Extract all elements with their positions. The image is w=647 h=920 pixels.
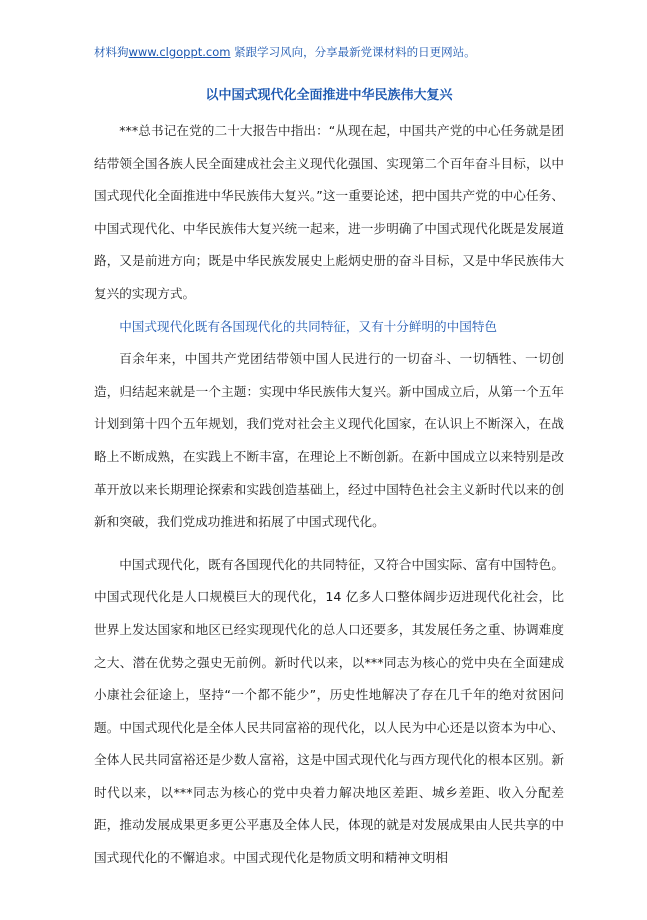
site-link[interactable]: www.clgoppt.com <box>128 45 231 59</box>
site-header <box>94 44 564 60</box>
document-title: 以中国式现代化全面推进中华民族伟大复兴 <box>205 88 453 103</box>
section-heading: 中国式现代化既有各国现代化的共同特征，又有十分鲜明的中国特色 <box>119 318 497 334</box>
header-suffix: 紧跟学习风向，分享最新党课材料的日更网站。 <box>230 45 476 59</box>
paragraph-3: 中国式现代化，既有各国现代化的共同特征，又符合中国实际、富有中国特色。中国式现代化是人口规模巨大的现代化，14 亿多人口整体阔步迈进现代化社会，比世界上发达国家和地区已经实现现代化的总人口还要多，其发展任务之重、协调难度之大、潜在优势之强史无前例。新时代以来，以***同志为核心的党中央在全面建成小康社会征途上，坚持“一个都不能少”，历史性地解决了存在几千年的绝对贫困问题。中国式现代化是全体人民共同富裕的现代化，以人民为中心还是以资本为中心、全体人民共同富裕还是少数人富裕，这是中国式现代化与西方现代化的根本区别。新时代以来，以***同志为核心的党中央着力解决地区差距、城乡差距、收入分配差距，推动发展成果更多更公平惠及全体人民，体现的就是对发展成果由人民共享的中国式现代化的不懈追求。中国式现代化是物质文明和精神文明相 <box>94 556 564 866</box>
paragraph-gap <box>94 539 564 549</box>
document-body <box>94 115 564 875</box>
header-prefix: 材料狗 <box>94 45 129 59</box>
paragraph-1: ***总书记在党的二十大报告中指出：“从现在起，中国共产党的中心任务就是团结带领全国各族人民全面建成社会主义现代化强国、实现第二个百年奋斗目标，以中国式现代化全面推进中华民族伟大复兴。”这一重要论述，把中国共产党的中心任务、中国式现代化、中华民族伟大复兴统一起来，进一步明确了中国式现代化既是发展道路，又是前进方向；既是中华民族发展史上彪炳史册的奋斗目标，又是中华民族伟大复兴的实现方式。 <box>94 123 564 301</box>
paragraph-2: 百余年来，中国共产党团结带领中国人民进行的一切奋斗、一切牺牲、一切创造，归结起来就是一个主题：实现中华民族伟大复兴。新中国成立后，从第一个五年计划到第十四个五年规划，我们党对社会主义现代化国家，在认识上不断深入，在战略上不断成熟，在实践上不断丰富，在理论上不断创新。在新中国成立以来特别是改革开放以来长期理论探索和实践创造基础上，经过中国特色社会主义新时代以来的创新和突破，我们党成功推进和拓展了中国式现代化。 <box>94 351 564 530</box>
